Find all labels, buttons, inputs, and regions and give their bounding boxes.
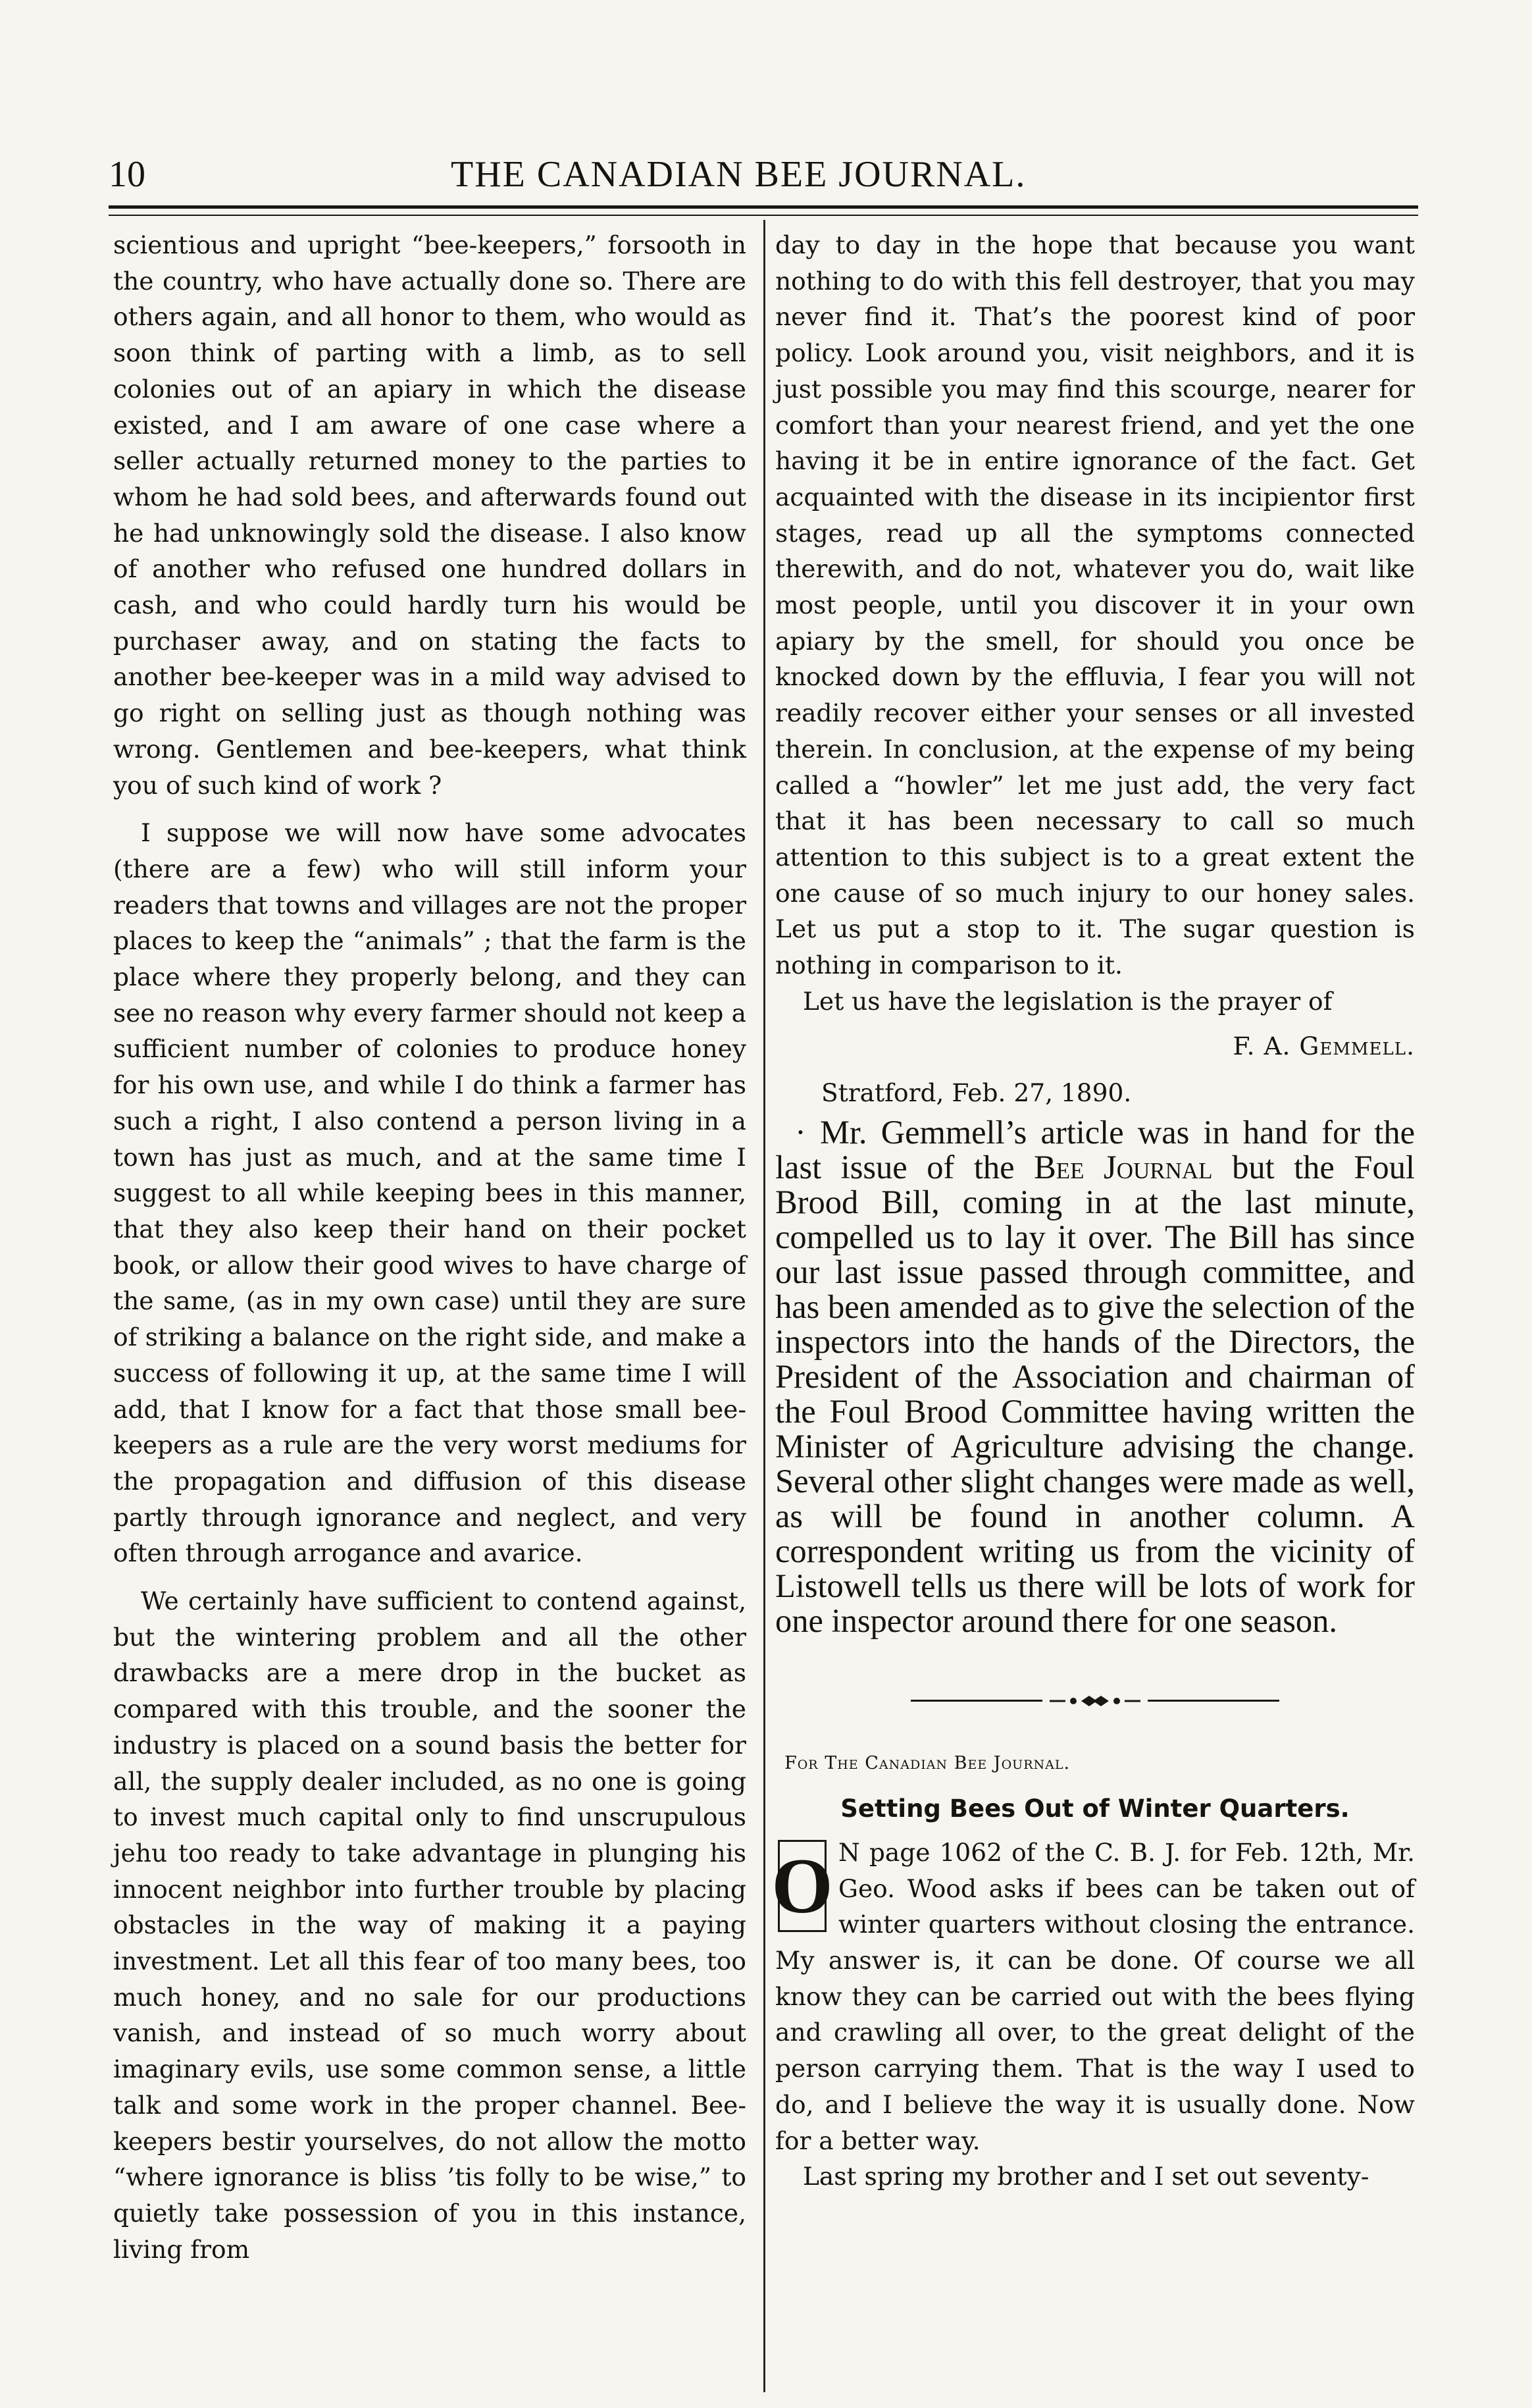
- author-signature: [775, 1028, 1415, 1064]
- dropcap-glyph: O: [771, 1841, 833, 1929]
- article-paragraph: Last spring my brother and I set out seventy-: [803, 2162, 1369, 2191]
- dateline: Stratford, Feb. 27, 1890.: [821, 1078, 1132, 1108]
- right-column: [771, 227, 1415, 2195]
- journal-name: Bee Journal: [1034, 1148, 1213, 1186]
- article-paragraph: [771, 1835, 1415, 2159]
- page-number: 10: [109, 154, 145, 195]
- signature-text: F. A. Gemmell.: [1233, 1032, 1415, 1061]
- running-title: THE CANADIAN BEE JOURNAL.: [451, 154, 1027, 195]
- paragraph: scientious and upright “bee-keepers,” forsooth in the country, who have actually done so. There are others again, and all honor to them, who would as soon think of parting with a limb, as to sell colonies out of an apiary in which the disease existed, and I am aware of one case where a seller actually returned money to the parties to whom he had sold bees, and afterwards found out he had unknowingly sold the disease. I also know of another who refused one hundred dollars in cash, and who could hardly turn his would be purchaser away, and on stating the facts to another bee-keeper was in a mild way advised to go right on selling just as though nothing was wrong. Gentlemen and bee-keepers, what think you of such kind of work ?: [113, 230, 746, 800]
- editor-note-part: but the Foul Brood Bill, coming in at the last minute, compelled us to lay it over. The Bill has since our last issue passed through committee, and has been amended as to give the selection of the inspectors into the hands of the Directors, the President of the Association and chairman of the Foul Brood Committee having written the Minister of Agriculture advising the change. Several other slight changes were made as well, as will be found in another column. A correspondent writing us from the vicinity of Listowell tells us there will be lots of work for one inspector around there for one season.: [775, 1148, 1415, 1639]
- paragraph: day to day in the hope that because you want nothing to do with this fell destroyer, that you may never find it. That’s the poorest kind of poor policy. Look around you, visit neighbors, and it is just possible you may find this scourge, nearer for comfort than your nearest friend, and yet the one having it be in entire ignorance of the fact. Get acquainted with the disease in its incipientor first stages, read up all the symptoms connected therewith, and do not, whatever you do, wait like most people, until you discover it in your own apiary by the smell, for should you once be knocked down by the effluvia, I fear you will not readily recover either your senses or all invested therein. In conclusion, at the expense of my being called a “howler” let me just add, the very fact that it has been necessary to call so much attention to this subject is to a great extent the one cause of so much injury to our honey sales. Let us put a stop to it. The sugar question is nothing in comparison to it.: [775, 230, 1415, 980]
- running-header: [109, 148, 1418, 201]
- dropcap-letter: [771, 1840, 833, 1932]
- article-text: N page 1062 of the C. B. J. for Feb. 12th, Mr. Geo. Wood asks if bees can be taken out of winter quarters without closing the entrance. My answer is, it can be done. Of course we all know they can be carried out with the bees flying and crawling all over, to the great delight of the person carrying them. That is the way I used to do, and I believe the way it is usually done. Now for a better way.: [775, 1837, 1415, 2155]
- paragraph: I suppose we will now have some advocates (there are a few) who will still inform your readers that towns and villages are not the proper places to keep the “animals” ; that the farm is the place where they properly belong, and they can see no reason why every farmer should not keep a sufficient number of colonies to produce honey for his own use, and while I do think a farmer has such a right, I also contend a person living in a town has just as much, and at the same time I suggest to all while keeping bees in this manner, that they also keep their hand on their pocket book, or allow their good wives to have charge of the same, (as in my own case) until they are sure of striking a balance on the right side, and make a success of following it up, at the same time I will add, that I know for a fact that those small bee-keepers as a rule are the very worst mediums for the propagation and diffusion of this disease partly through ignorance and neglect, and very often through arrogance and avarice.: [113, 818, 746, 1568]
- paragraph: We certainly have sufficient to contend against, but the wintering problem and all the other drawbacks are a mere drop in the bucket as compared with this trouble, and the sooner the industry is placed on a sound basis the better for all, the supply dealer included, as no one is going to invest much capital only to find unscrupulous jehu too ready to take advantage in plunging his innocent neighbor into further trouble by placing obstacles in the way of making it a paying investment. Let all this fear of too many bees, too much honey, and no sale for our productions vanish, and instead of so much worry about imaginary evils, use some common sense, a little talk and some work in the proper channel. Bee-keepers bestir yourselves, do not allow the motto “where ignorance is bliss ’tis folly to be wise,” to quietly take possession of you in this instance, living from: [113, 1586, 746, 2264]
- ornamental-divider: [911, 1691, 1279, 1711]
- article-title: Setting Bees Out of Winter Quarters.: [840, 1794, 1350, 1823]
- ornament-icon: [1042, 1691, 1148, 1711]
- editor-note: [775, 1115, 1415, 1638]
- column-divider: [763, 220, 765, 2392]
- credit-line: For The Canadian Bee Journal.: [784, 1752, 1071, 1773]
- header-rule-thin: [109, 215, 1418, 216]
- header-rule-thick: [109, 205, 1418, 209]
- left-column: [113, 227, 746, 2267]
- paragraph: Let us have the legislation is the prayer of: [803, 986, 1333, 1016]
- editor-note-part: · Mr. Gemmell’s article was in hand for the last issue of the: [775, 1113, 1415, 1186]
